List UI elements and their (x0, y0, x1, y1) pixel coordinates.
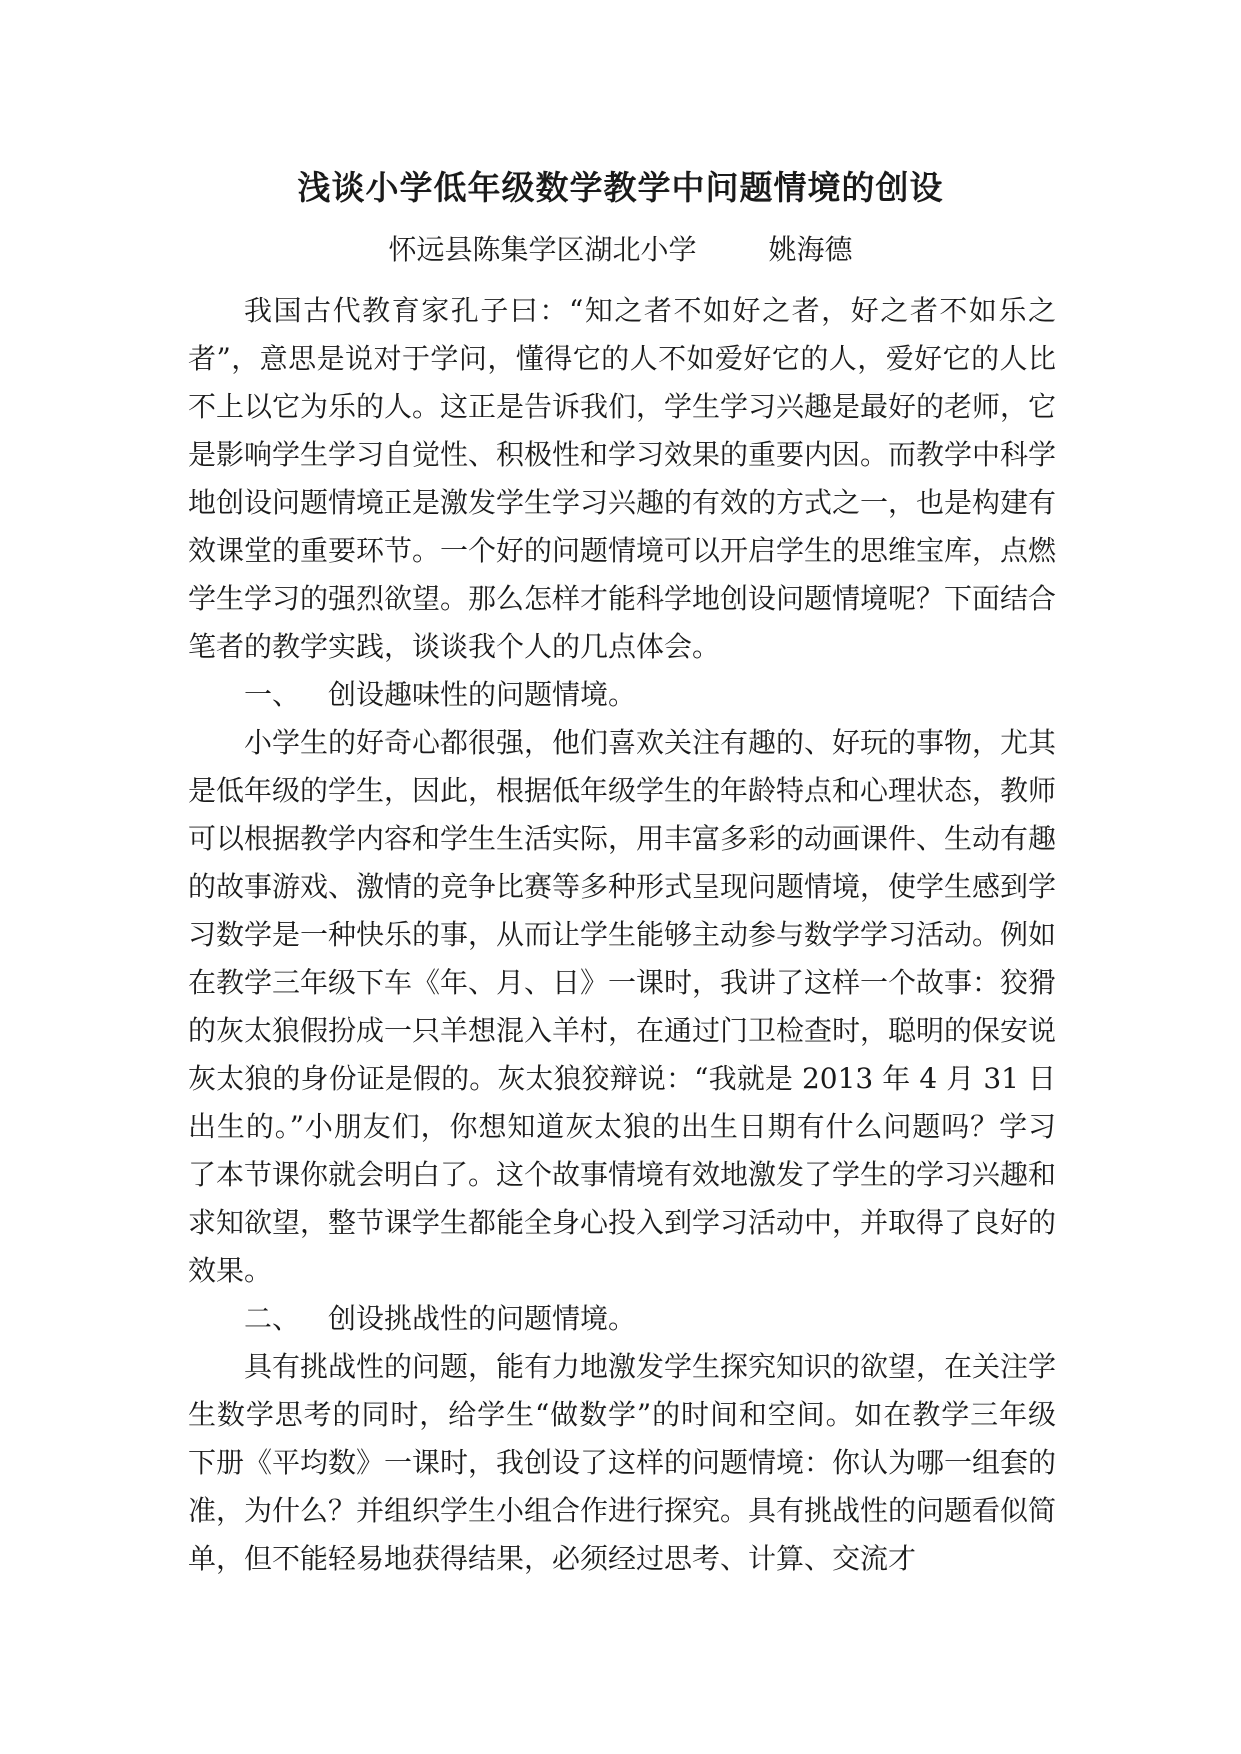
section-title: 创设挑战性的问题情境。 (328, 1302, 637, 1335)
section-title: 创设趣味性的问题情境。 (328, 678, 637, 711)
section-heading-2 (188, 1295, 1056, 1343)
author-name: 姚海德 (768, 233, 853, 266)
byline (0, 228, 1241, 268)
paragraph-section-2: 具有挑战性的问题，能有力地激发学生探究知识的欲望，在关注学生数学思考的同时，给学生“做数学”的时间和空间。如在教学三年级下册《平均数》一课时，我创设了这样的问题情境：你认为哪一组套的准，为什么？并组织学生小组合作进行探究。具有挑战性的问题看似简单，但不能轻易地获得结果，必须经过思考、计算、交流才 (188, 1350, 1057, 1575)
paragraph-intro: 我国古代教育家孔子曰：“知之者不如好之者，好之者不如乐之者”，意思是说对于学问，懂得它的人不如爱好它的人，爱好它的人比不上以它为乐的人。这正是告诉我们，学生学习兴趣是最好的老师，它是影响学生学习自觉性、积极性和学习效果的重要内因。而教学中科学地创设问题情境正是激发学生学习兴趣的有效的方式之一，也是构建有效课堂的重要环节。一个好的问题情境可以开启学生的思维宝库，点燃学生学习的强烈欲望。那么怎样才能科学地创设问题情境呢？下面结合笔者的教学实践，谈谈我个人的几点体会。 (188, 294, 1057, 663)
author-school: 怀远县陈集学区湖北小学 (388, 233, 697, 266)
section-number: 二、 (244, 1302, 301, 1335)
section-number: 一、 (244, 678, 301, 711)
paragraph-section-1: 小学生的好奇心都很强，他们喜欢关注有趣的、好玩的事物，尤其是低年级的学生，因此，根据低年级学生的年龄特点和心理状态，教师可以根据教学内容和学生生活实际，用丰富多彩的动画课件、生动有趣的故事游戏、激情的竞争比赛等多种形式呈现问题情境，使学生感到学习数学是一种快乐的事，从而让学生能够主动参与数学学习活动。例如在教学三年级下车《年、月、日》一课时，我讲了这样一个故事：狡猾的灰太狼假扮成一只羊想混入羊村，在通过门卫检查时，聪明的保安说灰太狼的身份证是假的。灰太狼狡辩说：“我就是 2013 年 4 月 31 日出生的。”小朋友们，你想知道灰太狼的出生日期有什么问题吗？学习了本节课你就会明白了。这个故事情境有效地激发了学生的学习兴趣和求知欲望，整节课学生都能全身心投入到学习活动中，并取得了良好的效果。 (188, 726, 1057, 1287)
document-title: 浅谈小学低年级数学教学中问题情境的创设 (297, 168, 944, 207)
section-heading-1 (188, 671, 1056, 719)
document-body (188, 287, 1056, 1583)
